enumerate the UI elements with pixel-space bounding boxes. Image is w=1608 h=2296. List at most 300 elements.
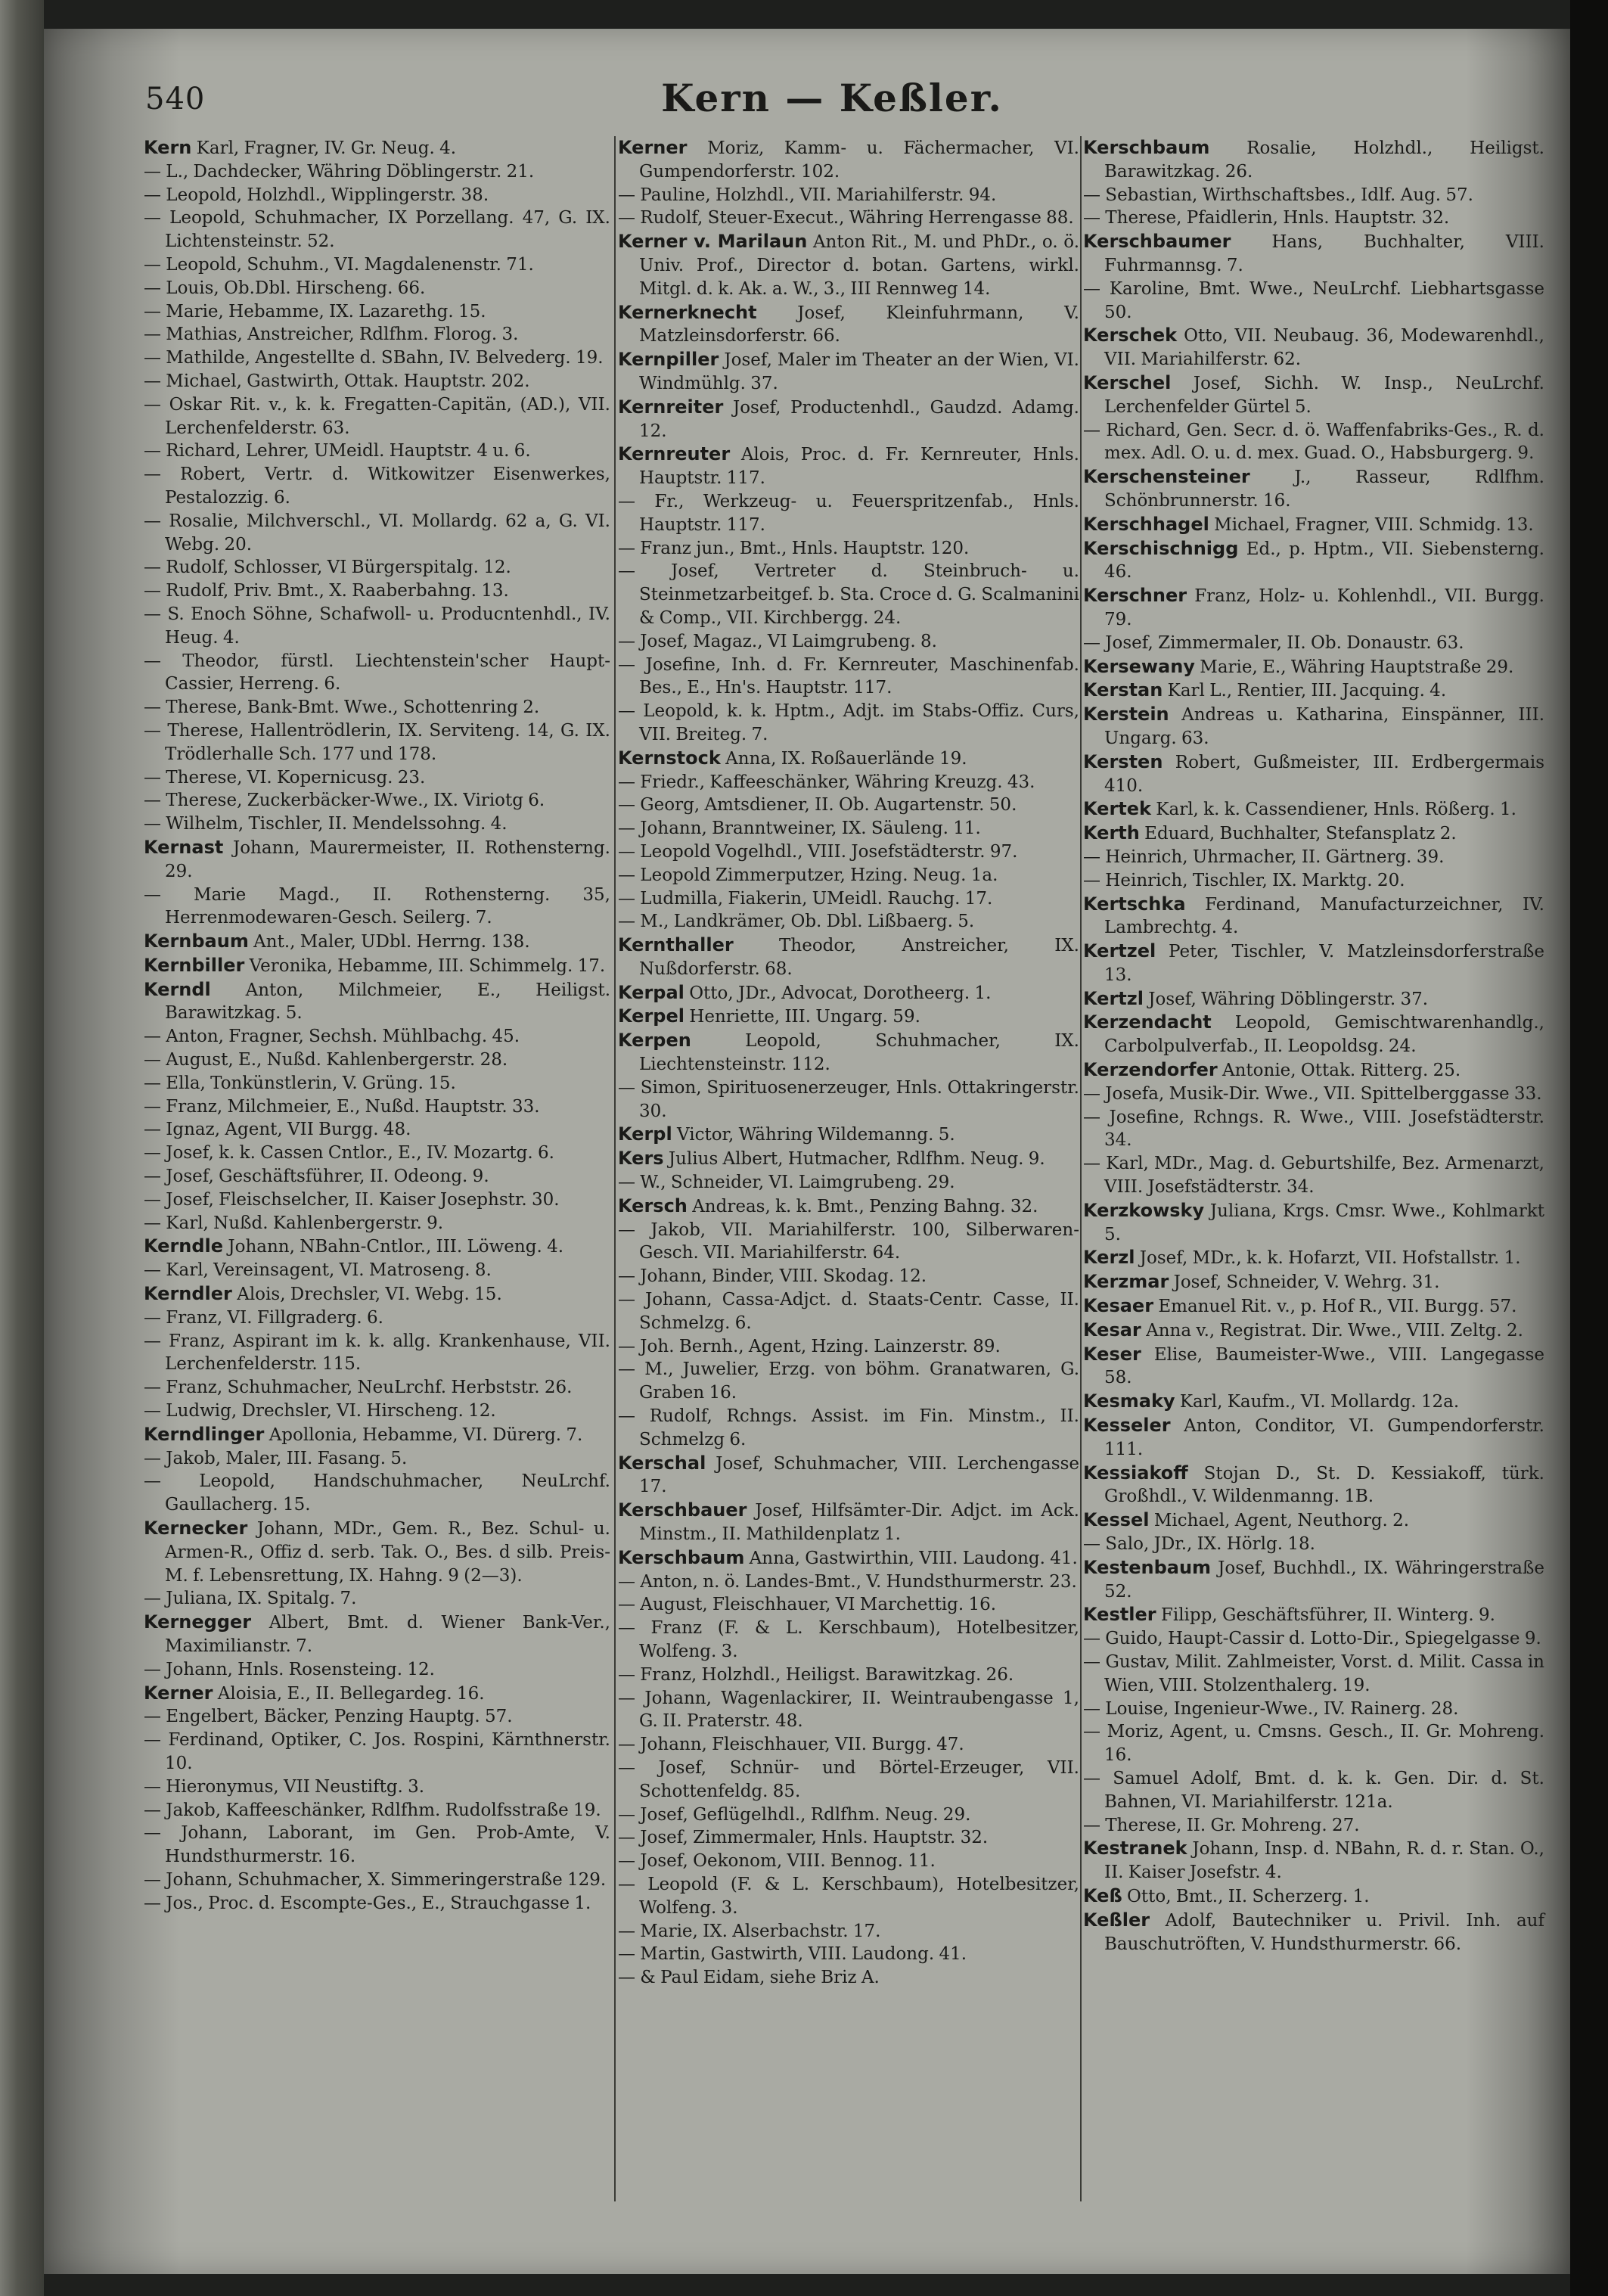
directory-entry: [1083, 1083, 1544, 1106]
directory-entry: [618, 700, 1079, 747]
directory-entry: [618, 136, 1079, 184]
entry-headword: Kertschka: [1083, 893, 1186, 915]
entry-headword: Kerschbaum: [1083, 137, 1210, 158]
directory-entry: [1083, 1319, 1544, 1343]
entry-headword: Kerndle: [144, 1235, 224, 1257]
entry-text: — Johann, Wagenlackirer, II. Weintraubengasse 1, G. II. Praterstr. 48.: [618, 1688, 1079, 1732]
directory-entry: [618, 864, 1079, 887]
page-number: 540: [145, 82, 206, 117]
entry-text: Josef, Kleinfuhrmann, V. Matzleinsdorferstr. 66.: [639, 303, 1079, 346]
entry-text: Johann, NBahn-Cntlor., III. Löweng. 4.: [223, 1237, 564, 1257]
directory-entry: [618, 654, 1079, 701]
entry-text: — & Paul Eidam, siehe Briz A.: [618, 1968, 880, 1988]
entry-headword: Kessiakoff: [1083, 1462, 1188, 1484]
entry-text: Albert, Bmt. d. Wiener Bank-Ver., Maximilianstr. 7.: [165, 1613, 610, 1656]
entry-headword: Kerschhagel: [1083, 513, 1209, 535]
entry-text: — Ludwig, Drechsler, VI. Hirscheng. 12.: [144, 1401, 496, 1421]
directory-entry: [1083, 1603, 1544, 1627]
entry-text: — Karl, Vereinsagent, VI. Matrosеng. 8.: [144, 1260, 492, 1281]
directory-entry: [144, 1049, 610, 1072]
entry-headword: Kertek: [1083, 798, 1151, 820]
entry-text: — L., Dachdecker, Währing Döblingerstr. 21.: [144, 161, 535, 182]
directory-entry: [618, 1873, 1079, 1920]
directory-entry: [618, 887, 1079, 911]
entry-headword: Kernerknecht: [618, 301, 757, 323]
entry-headword: Kernreiter: [618, 396, 724, 418]
directory-entry: [144, 884, 610, 931]
directory-entry: [144, 1330, 610, 1377]
entry-text: — Josefine, Rchngs. R. Wwe., VIII. Josefstädterstr. 34.: [1083, 1107, 1544, 1151]
directory-entry: [1083, 655, 1544, 679]
directory-entry: [618, 230, 1079, 300]
entry-text: — Marie Magd., II. Rothensterng. 35, Herrenmodewaren-Gesch. Seilerg. 7.: [144, 884, 610, 928]
entry-text: — Georg, Amtsdiener, II. Ob. Augartenstr. 50.: [618, 795, 1017, 816]
entry-text: Theodor, Anstreicher, IX. Nußdorferstr. 68.: [639, 936, 1079, 979]
directory-entry: [1083, 797, 1544, 822]
entry-text: — Josef, Schnür- und Börtel-Erzeuger, VII. Schottenfeldg. 85.: [618, 1757, 1079, 1801]
entry-headword: Kerndler: [144, 1283, 232, 1305]
directory-entry: [144, 603, 610, 650]
entry-text: — W., Schneider, VI. Laimgrubeng. 29.: [618, 1173, 955, 1193]
entry-headword: Kestranek: [1083, 1838, 1187, 1859]
directory-entry: [618, 747, 1079, 771]
directory-entry: [618, 1171, 1079, 1195]
directory-entry: [144, 1165, 610, 1188]
entry-headword: Kerschek: [1083, 325, 1178, 346]
directory-entry: [144, 1259, 610, 1282]
entry-text: — M., Juwelier, Erzg. von böhm. Granatwaren, G. Graben 16.: [618, 1359, 1079, 1403]
entry-text: — Jakob, Maler, III. Fasang. 5.: [144, 1448, 408, 1468]
entry-headword: Kestenbaum: [1083, 1556, 1212, 1578]
entry-text: — Josef, Fleischselcher, II. Kaiser Josephstr. 30.: [144, 1189, 560, 1210]
directory-entry: [1083, 1343, 1544, 1390]
directory-entry: [144, 1729, 610, 1776]
entry-headword: Kesaer: [1083, 1295, 1154, 1317]
entry-text: — Franz, Schuhmacher, NeuLrchf. Herbststr. 26.: [144, 1378, 573, 1398]
entry-text: — Richard, Lehrer, UMeidl. Hauptstr. 4 u. 6.: [144, 441, 531, 461]
entry-headword: Kertzl: [1083, 987, 1144, 1009]
directory-entry: [144, 393, 610, 440]
entry-text: Josef, Buchhdl., IX. Währingerstraße 52.: [1104, 1558, 1544, 1602]
entry-text: Josef, Maler im Theater an der Wien, VI. Windmühlg. 37.: [639, 350, 1079, 393]
directory-entry: [618, 1850, 1079, 1873]
directory-entry: [1083, 1814, 1544, 1838]
entry-text: — Anton, n. ö. Landes-Bmt., V. Hundsthurmerstr. 23.: [618, 1571, 1077, 1592]
directory-entry: [1083, 1011, 1544, 1058]
entry-headword: Kerpal: [618, 981, 684, 1003]
entry-text: Anna, Gastwirthin, VIII. Laudong. 41.: [744, 1548, 1078, 1568]
directory-entry: [1083, 822, 1544, 846]
entry-headword: Kersch: [618, 1195, 688, 1216]
directory-entry: [144, 789, 610, 812]
directory-entry: [144, 184, 610, 207]
entry-headword: Kerpl: [618, 1123, 672, 1145]
directory-entry: [1083, 750, 1544, 798]
entry-text: — Mathilde, Angestellte d. SBahn, IV. Belvederg. 19.: [144, 348, 604, 368]
directory-entry: [1083, 465, 1544, 513]
directory-entry: [618, 1733, 1079, 1757]
entry-text: — Marie, Hebamme, IX. Lazarethg. 15.: [144, 301, 486, 322]
directory-entry: [1083, 1462, 1544, 1509]
directory-entry: [1083, 703, 1544, 750]
directory-entry: [144, 812, 610, 836]
entry-text: — Heinrich, Uhrmacher, II. Gärtnerg. 39.: [1083, 847, 1445, 867]
directory-entry: [144, 1235, 610, 1259]
entry-text: — Ludmilla, Fiakerin, UMeidl. Rauchg. 17.: [618, 888, 993, 909]
entry-text: — Wilhelm, Tischler, II. Mendelssohng. 4.: [144, 814, 508, 834]
directory-entry: [618, 348, 1079, 396]
directory-entry: [1083, 136, 1544, 184]
entry-headword: Kerner: [144, 1682, 213, 1704]
entry-text: — Josef, k. k. Cassen Cntlor., E., IV. Mozartg. 6.: [144, 1143, 554, 1164]
directory-entry: [1083, 1390, 1544, 1414]
directory-entry: [144, 1611, 610, 1658]
entry-headword: Kernstock: [618, 747, 721, 769]
entry-text: — Guido, Haupt-Cassir d. Lotto-Dir., Spiegelgasse 9.: [1083, 1629, 1541, 1649]
directory-entry: [144, 136, 610, 160]
directory-entry: [618, 1077, 1079, 1123]
directory-entry: [618, 443, 1079, 490]
entry-headword: Kerpen: [618, 1030, 691, 1052]
directory-entry: [1083, 1556, 1544, 1604]
directory-entry: [618, 184, 1079, 207]
directory-entry: [144, 1400, 610, 1423]
scan-right-edge: [1570, 0, 1608, 2296]
entry-text: Anton, Conditor, VI. Gumpendorferstr. 111.: [1104, 1416, 1544, 1459]
directory-entry: [1083, 513, 1544, 537]
directory-entry: [618, 1452, 1079, 1499]
entry-text: Johann, Insp. d. NBahn, R. d. r. Stan. O., II. Kaiser Josefstr. 4.: [1104, 1839, 1544, 1883]
entry-headword: Keß: [1083, 1884, 1122, 1906]
directory-entry: [618, 1029, 1079, 1077]
entry-text: — Engelbert, Bäcker, Penzing Hauptg. 57.: [144, 1707, 513, 1727]
directory-entry: [618, 1195, 1079, 1219]
entry-text: Josef, MDr., k. k. Hofarzt, VII. Hofstallstr. 1.: [1135, 1248, 1521, 1269]
directory-entry: [1083, 1414, 1544, 1462]
entry-text: — Josef, Zimmermaler, II. Ob. Donaustr. 63.: [1083, 632, 1464, 653]
directory-entry: [144, 253, 610, 277]
entry-text: — Heinrich, Tischler, IX. Marktg. 20.: [1083, 870, 1405, 890]
entry-headword: Kestler: [1083, 1604, 1156, 1626]
entry-headword: Kersewany: [1083, 655, 1195, 677]
directory-entry: [144, 1142, 610, 1165]
directory-entry: [618, 207, 1079, 230]
entry-text: — Johann, Fleischhauer, VII. Burgg. 47.: [618, 1735, 964, 1755]
directory-entry: [1083, 1909, 1544, 1956]
directory-entry: [144, 510, 610, 557]
entry-text: — Leopold, Schuhm., VI. Magdalenenstr. 71.: [144, 254, 534, 275]
entry-text: Henriette, III. Ungarg. 59.: [684, 1007, 920, 1027]
entry-text: — Franz, Aspirant im k. k. allg. Krankenhause, VII. Lerchenfelderstr. 115.: [144, 1331, 610, 1375]
directory-entry: [618, 1265, 1079, 1288]
directory-entry: [1083, 1294, 1544, 1319]
entry-text: — Friedr., Kaffeeschänker, Währing Kreuzg. 43.: [618, 772, 1035, 792]
entry-headword: Kernreuter: [618, 443, 731, 465]
entry-text: — Leopold, Handschuhmacher, NeuLrchf. Gaullacherg. 15.: [144, 1471, 610, 1515]
directory-entry: [1083, 184, 1544, 207]
entry-text: — Rudolf, Priv. Bmt., X. Raaberbahng. 13.: [144, 581, 509, 601]
entry-text: — Johann, Hnls. Rosensteing. 12.: [144, 1659, 435, 1679]
directory-entry: [1083, 987, 1544, 1011]
entry-text: — Franz, Milchmeier, E., Nußd. Hauptstr. 33.: [144, 1096, 540, 1117]
directory-entry: [618, 1757, 1079, 1804]
entry-text: Apollonia, Hebamme, VI. Dürerg. 7.: [264, 1425, 583, 1445]
entry-text: Stojan D., St. D. Kessiakoff, türk. Großhdl., V. Wildenmanng. 1B.: [1104, 1463, 1544, 1507]
entry-headword: Kerner: [618, 137, 688, 158]
entry-text: — Johann, Binder, VIII. Skodag. 12.: [618, 1266, 927, 1287]
directory-entry: [618, 840, 1079, 864]
entry-text: — Therese, II. Gr. Mohreng. 27.: [1083, 1815, 1360, 1835]
directory-entry: [144, 1306, 610, 1330]
directory-entry: [144, 1118, 610, 1142]
directory-entry: [618, 1546, 1079, 1571]
entry-text: — Josefine, Inh. d. Fr. Kernreuter, Maschinenfab. Bes., E., Hn's. Hauptstr. 117.: [618, 654, 1079, 698]
directory-entry: [618, 1571, 1079, 1594]
directory-entry: [144, 1776, 610, 1799]
directory-entry: [618, 630, 1079, 654]
entry-text: — Michael, Gastwirth, Ottak. Hauptstr. 202.: [144, 371, 530, 391]
entry-text: — Gustav, Milit. Zahlmeister, Vorst. d. Milit. Cassa in Wien, VIII. Stolzenthalerg. 19.: [1083, 1652, 1544, 1695]
entry-text: Leopold, Schuhmacher, IX. Liechtensteinstr. 112.: [639, 1031, 1079, 1075]
directory-entry: [1083, 207, 1544, 230]
directory-entry: [1083, 1533, 1544, 1556]
entry-text: — Franz, VI. Fillgraderg. 6.: [144, 1307, 383, 1328]
entry-text: Otto, Bmt., II. Scherzerg. 1.: [1122, 1886, 1370, 1906]
entry-text: Julius Albert, Hutmacher, Rdlfhm. Neug. 9.: [663, 1149, 1045, 1170]
entry-text: — Leopold, Holzhdl., Wipplingerstr. 38.: [144, 185, 489, 205]
directory-entry: [144, 650, 610, 697]
directory-entry: [144, 978, 610, 1026]
entry-text: — Rudolf, Steuer-Execut., Währing Herrengasse 88.: [618, 208, 1074, 228]
entry-text: — Leopold, k. k. Hptm., Adjt. im Stabs-Offiz. Curs, VII. Breiteg. 7.: [618, 701, 1079, 744]
entry-text: Anton, Milchmeier, E., Heiligst. Barawitzkag. 5.: [165, 980, 610, 1024]
entry-text: Marie, E., Währing Hauptstraße 29.: [1194, 657, 1514, 677]
entry-text: — Karl, Nußd. Kahlenbergerstr. 9.: [144, 1213, 444, 1233]
entry-text: Anna v., Registrat. Dir. Wwe., VIII. Zeltg. 2.: [1141, 1320, 1523, 1341]
running-title: Kern — Keßler.: [661, 76, 1003, 120]
entry-headword: Kerpel: [618, 1005, 684, 1027]
directory-entry: [1083, 278, 1544, 325]
entry-text: Josef, Hilfsämter-Dir. Adjct. im Ack. Minstm., II. Mathildenplatz 1.: [639, 1501, 1079, 1545]
directory-entry: [1083, 230, 1544, 278]
directory-entry: [618, 1288, 1079, 1335]
entry-text: — Josefa, Musik-Dir. Wwe., VII. Spittelberggasse 33.: [1083, 1083, 1542, 1104]
directory-entry: [1083, 1270, 1544, 1294]
entry-headword: Kerschal: [618, 1452, 706, 1474]
entry-text: Karl, k. k. Cassendiener, Hnls. Rößerg. 1.: [1151, 800, 1516, 820]
entry-text: — Josef, Zimmermaler, Hnls. Hauptstr. 32.: [618, 1828, 989, 1848]
scan-left-edge: [0, 0, 44, 2296]
directory-entry: [618, 910, 1079, 934]
entry-text: — Pauline, Holzhdl., VII. Mariahilferstr. 94.: [618, 185, 997, 205]
entry-headword: Kers: [618, 1148, 664, 1170]
directory-entry: [144, 1470, 610, 1517]
directory-entry: [1083, 537, 1544, 585]
entry-headword: Keßler: [1083, 1909, 1150, 1931]
entry-text: Otto, JDr., Advocat, Dorotheerg. 1.: [684, 983, 992, 1003]
entry-headword: Kerschner: [1083, 585, 1187, 607]
entry-headword: Kerndlinger: [144, 1423, 265, 1445]
entry-text: Rosalie, Holzhdl., Heiligst. Barawitzkag. 26.: [1104, 138, 1544, 182]
entry-text: Karl L., Rentier, III. Jacquing. 4.: [1163, 681, 1447, 701]
directory-entry: [144, 1682, 610, 1706]
entry-text: Alois, Drechsler, VI. Webg. 15.: [231, 1285, 502, 1305]
directory-entry: [144, 277, 610, 300]
entry-text: — Johann, Branntweiner, IX. Säuleng. 11.: [618, 819, 981, 839]
directory-entry: [144, 1892, 610, 1915]
directory-entry: [144, 1658, 610, 1682]
entry-headword: Kern: [144, 137, 192, 158]
column-3: [1083, 136, 1544, 1956]
directory-entry: [144, 160, 610, 184]
entry-text: — Ferdinand, Optiker, C. Jos. Rospini, Kärnthnerstr. 10.: [144, 1730, 610, 1773]
entry-headword: Keser: [1083, 1343, 1141, 1365]
directory-entry: [1083, 1884, 1544, 1909]
entry-text: — Mathias, Anstreicher, Rdlfhm. Florog. 3.: [144, 325, 519, 345]
entry-text: Michael, Agent, Neuthorg. 2.: [1149, 1511, 1410, 1531]
entry-text: — Simon, Spirituosenerzeuger, Hnls. Ottakringerstr. 30.: [618, 1077, 1079, 1121]
directory-entry: [618, 1826, 1079, 1850]
entry-text: Karl, Kaufm., VI. Mollardg. 12a.: [1175, 1392, 1460, 1412]
directory-entry: [618, 1593, 1079, 1617]
directory-entry: [618, 560, 1079, 629]
entry-text: — Therese, VI. Kopernicusg. 23.: [144, 767, 426, 788]
directory-entry: [618, 1405, 1079, 1452]
entry-text: — Leopold Zimmerputzer, Hzing. Neug. 1a.: [618, 865, 998, 885]
entry-text: — Johann, Laborant, im Gen. Prob-Amte, V. Hundsthurmerstr. 16.: [144, 1823, 610, 1867]
directory-entry: [1083, 1058, 1544, 1083]
entry-text: Ferdinand, Manufacturzeichner, IV. Lambrechtg. 4.: [1104, 894, 1544, 938]
directory-entry: [1083, 1106, 1544, 1153]
directory-entry: [144, 696, 610, 719]
directory-entry: [1083, 584, 1544, 632]
directory-entry: [1083, 1152, 1544, 1199]
entry-text: — Moriz, Agent, u. Cmsns. Gesch., II. Gr. Mohreng. 16.: [1083, 1722, 1544, 1766]
entry-text: — Ignaz, Agent, VII Burgg. 48.: [144, 1120, 411, 1140]
directory-entry: [618, 1617, 1079, 1664]
entry-text: — Josef, Vertreter d. Steinbruch- u. Steinmetzarbeitgef. b. Sta. Croce d. G. Scalmanini & Comp., VII. Kirchbergg. 24.: [618, 561, 1079, 628]
directory-entry: [144, 1517, 610, 1587]
entry-text: — Leopold (F. & L. Kerschbaum), Hotelbesitzer, Wolfeng. 3.: [618, 1874, 1079, 1918]
directory-entry: [144, 556, 610, 579]
directory-entry: [144, 1025, 610, 1049]
entry-text: — Therese, Zuckerbäcker-Wwe., IX. Viriotg 6.: [144, 791, 545, 811]
directory-entry: [1083, 632, 1544, 655]
entry-text: — Oskar Rit. v., k. k. Fregatten-Capitän, (AD.), VII. Lerchenfelderstr. 63.: [144, 394, 610, 438]
directory-entry: [618, 1358, 1079, 1405]
directory-entry: [618, 934, 1079, 981]
entry-headword: Kersten: [1083, 750, 1163, 772]
directory-entry: [144, 579, 610, 603]
directory-entry: [144, 1799, 610, 1822]
page-header: [106, 76, 1558, 129]
directory-entry: [144, 1447, 610, 1471]
entry-headword: Kessel: [1083, 1509, 1150, 1531]
directory-entry: [618, 1664, 1079, 1687]
directory-columns: [144, 136, 1551, 2254]
entry-text: — Joh. Bernh., Agent, Hzing. Lainzerstr. 89.: [618, 1336, 1001, 1356]
entry-text: Ed., p. Hptm., VII. Siebensterng. 46.: [1104, 539, 1544, 583]
entry-text: Eduard, Buchhalter, Stefansplatz 2.: [1139, 824, 1457, 844]
entry-headword: Kerschbauer: [618, 1499, 747, 1521]
entry-headword: Kerschensteiner: [1083, 466, 1250, 488]
entry-text: Victor, Währing Wildemanng. 5.: [672, 1125, 955, 1145]
entry-headword: Kernast: [144, 836, 224, 858]
directory-entry: [1083, 846, 1544, 869]
directory-entry: [1083, 1837, 1544, 1884]
entry-text: — Josef, Oekonom, VIII. Bennog. 11.: [618, 1851, 936, 1872]
directory-entry: [618, 1005, 1079, 1029]
entry-text: — August, Fleischhauer, VI Marchettig. 16.: [618, 1595, 997, 1615]
directory-entry: [618, 817, 1079, 840]
entry-headword: Kerzmar: [1083, 1271, 1169, 1293]
directory-entry: [144, 1587, 610, 1611]
entry-headword: Kerner v. Marilaun: [618, 231, 808, 253]
entry-text: — Ella, Tonkünstlerin, V. Grüng. 15.: [144, 1073, 456, 1093]
entry-text: Franz, Holz- u. Kohlenhdl., VII. Burgg. 79.: [1104, 586, 1544, 629]
entry-text: Ant., Maler, UDbl. Herrng. 138.: [248, 932, 530, 952]
entry-text: — Karoline, Bmt. Wwe., NeuLrchf. Liebhartsgasse 50.: [1083, 278, 1544, 322]
entry-text: — Rudolf, Schlosser, VI Bürgerspitalg. 12.: [144, 558, 511, 578]
directory-entry: [618, 301, 1079, 349]
directory-entry: [144, 463, 610, 510]
directory-entry: [1083, 1767, 1544, 1814]
directory-entry: [144, 1705, 610, 1729]
entry-text: — Johann, Schuhmacher, X. Simmeringerstraße 129.: [144, 1869, 607, 1890]
directory-entry: [1083, 1246, 1544, 1270]
entry-text: Johann, Maurermeister, II. Rothensterng. 29.: [165, 837, 610, 881]
directory-entry: [144, 440, 610, 463]
directory-entry: [1083, 940, 1544, 987]
entry-text: — Therese, Pfaidlerin, Hnls. Hauptstr. 32.: [1083, 208, 1450, 228]
entry-text: Juliana, Krgs. Cmsr. Wwe., Kohlmarkt 5.: [1104, 1201, 1544, 1244]
entry-text: — Robert, Vertr. d. Witkowitzer Eisenwerkes, Pestalozzig. 6.: [144, 464, 610, 508]
directory-entry: [144, 1869, 610, 1892]
directory-entry: [144, 1376, 610, 1400]
directory-entry: [618, 771, 1079, 794]
entry-text: — Salo, JDr., IX. Hörlg. 18.: [1083, 1534, 1315, 1555]
entry-text: Johann, MDr., Gem. R., Bez. Schul- u. Armen-R., Offiz d. serb. Tak. O., Bes. d silb. Preis-M. f. Lebensrettung, IX. Hahng. 9 (2—3).: [165, 1519, 610, 1586]
entry-headword: Kerstein: [1083, 704, 1169, 725]
directory-entry: [1083, 1651, 1544, 1698]
directory-entry: [1083, 893, 1544, 940]
entry-text: Hans, Buchhalter, VIII. Fuhrmannsg. 7.: [1104, 232, 1544, 275]
entry-headword: Kerschischnigg: [1083, 537, 1239, 559]
entry-headword: Kerndl: [144, 978, 211, 1000]
entry-text: Antonie, Ottak. Ritterg. 25.: [1217, 1061, 1461, 1081]
entry-text: — Marie, IX. Alserbachstr. 17.: [618, 1921, 881, 1941]
entry-headword: Kerschbaum: [618, 1546, 745, 1568]
directory-entry: [618, 1335, 1079, 1359]
directory-entry: [1083, 1627, 1544, 1651]
directory-entry: [1083, 324, 1544, 371]
entry-text: Josef, Schneider, V. Wehrg. 31.: [1169, 1272, 1440, 1293]
directory-entry: [618, 396, 1079, 443]
entry-text: Anna, IX. Roßauerlände 19.: [720, 748, 967, 769]
entry-text: — Fr., Werkzeug- u. Feuerspritzenfab., Hnls. Hauptstr. 117.: [618, 491, 1079, 535]
entry-text: Andreas u. Katharina, Einspänner, III. Ungarg. 63.: [1104, 705, 1544, 748]
directory-entry: [144, 346, 610, 370]
entry-text: Karl, Fragner, IV. Gr. Neug. 4.: [191, 138, 457, 158]
entry-text: — Theodor, fürstl. Liechtenstein'scher Haupt-Cassier, Herreng. 6.: [144, 651, 610, 694]
entry-headword: Kertzel: [1083, 940, 1156, 962]
directory-entry: [1083, 869, 1544, 893]
directory-entry: [144, 300, 610, 324]
entry-text: Alois, Proc. d. Fr. Kernreuter, Hnls. Hauptstr. 117.: [639, 445, 1079, 489]
directory-entry: [144, 954, 610, 978]
entry-text: — Josef, Geschäftsführer, II. Odeong. 9.: [144, 1167, 489, 1187]
directory-entry: [618, 1219, 1079, 1266]
